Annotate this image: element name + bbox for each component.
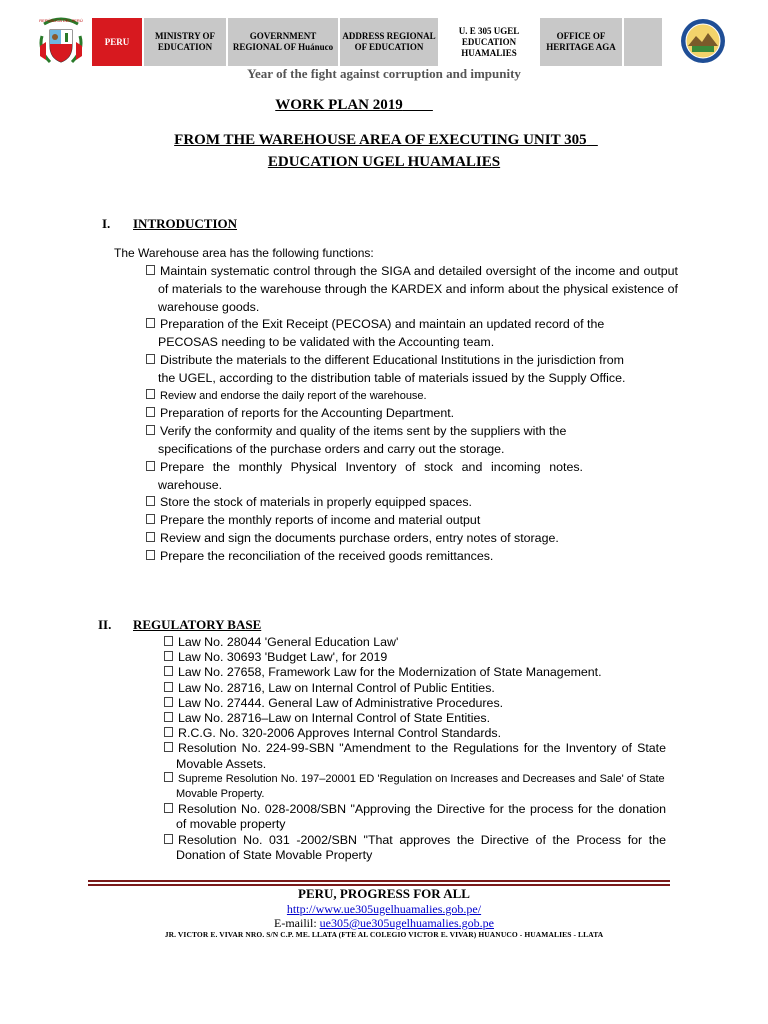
checkbox-bullet-icon	[164, 651, 173, 661]
header-cell-peru: PERU	[92, 18, 142, 66]
svg-text:REPÚBLICA DEL PERÚ: REPÚBLICA DEL PERÚ	[39, 18, 83, 23]
document-subtitle-line-2	[0, 132, 768, 149]
year-motto: Year of the fight against corruption and impunity	[247, 66, 521, 81]
list-item: Law No. 27444. General Law of Administrative Procedures.	[156, 696, 666, 711]
checkbox-bullet-icon	[164, 727, 173, 737]
footer-email-line	[0, 916, 768, 931]
list-item: Distribute the materials to the different Educational Institutions in the jurisdiction from the UGEL, according to the distribution table of materials issued by the Supply Office.	[138, 352, 678, 388]
checkbox-bullet-icon	[146, 550, 155, 560]
header-banner	[92, 18, 662, 66]
list-item: Law No. 28716, Law on Internal Control of Public Entities.	[156, 681, 666, 696]
list-item: Law No. 30693 'Budget Law', for 2019	[156, 650, 666, 665]
header-cell-ugel: U. E 305 UGEL EDUCATION HUAMALIES	[438, 18, 538, 66]
checkbox-bullet-icon	[146, 461, 155, 471]
header-cell-ministry: MINISTRY OF EDUCATION	[142, 18, 226, 66]
checkbox-bullet-icon	[164, 834, 173, 844]
checkbox-bullet-icon	[164, 772, 173, 782]
list-item: Review and endorse the daily report of the warehouse.	[138, 388, 678, 406]
peru-coat-of-arms-icon	[36, 16, 86, 68]
list-item: Law No. 28044 'General Education Law'	[156, 635, 666, 650]
document-title	[0, 97, 768, 114]
title-line-1: WORK PLAN 2019	[275, 97, 403, 113]
checkbox-bullet-icon	[164, 712, 173, 722]
list-item: Supreme Resolution No. 197–20001 ED 'Regulation on Increases and Decreases and Sale' of State Movable Property.	[156, 772, 666, 802]
checkbox-bullet-icon	[146, 514, 155, 524]
checkbox-bullet-icon	[164, 803, 173, 813]
list-item: Preparation of the Exit Receipt (PECOSA) and maintain an updated record of the PECOSAS needing to be validated with the Accounting team.	[138, 316, 678, 352]
footer-website-line	[0, 902, 768, 917]
list-item: Preparation of reports for the Accounting Department.	[138, 405, 678, 423]
list-item: Resolution No. 028-2008/SBN "Approving the Directive for the process for the donation of movable property	[156, 802, 666, 832]
checkbox-bullet-icon	[146, 496, 155, 506]
checkbox-bullet-icon	[146, 265, 155, 275]
title-line-2: FROM THE WAREHOUSE AREA OF EXECUTING UNIT 305	[174, 132, 587, 148]
email-label: E-mailil:	[274, 916, 317, 930]
list-item: Law No. 27658, Framework Law for the Modernization of State Management.	[156, 665, 666, 680]
document-subtitle-line-3: EDUCATION UGEL HUAMALIES	[267, 154, 501, 170]
list-item: Store the stock of materials in properly equipped spaces.	[138, 494, 678, 512]
checkbox-bullet-icon	[146, 425, 155, 435]
section-1-title: INTRODUCTION	[133, 216, 238, 231]
list-item: Resolution No. 224-99-SBN "Amendment to the Regulations for the Inventory of State Movable Assets.	[156, 741, 666, 771]
section-1-number: I.	[102, 216, 111, 231]
checkbox-bullet-icon	[146, 532, 155, 542]
checkbox-bullet-icon	[164, 636, 173, 646]
email-link[interactable]: ue305@ue305ugelhuamalies.gob.pe	[319, 916, 494, 930]
list-item: Verify the conformity and quality of the items sent by the suppliers with the specifications of the purchase orders and carry out the storage.	[138, 423, 678, 459]
checkbox-bullet-icon	[164, 697, 173, 707]
checkbox-bullet-icon	[146, 354, 155, 364]
list-item: Prepare the reconciliation of the received goods remittances.	[138, 548, 678, 566]
functions-list	[138, 263, 678, 566]
list-item: Prepare the monthly Physical Inventory of stock and incoming notes. warehouse.	[138, 459, 678, 495]
footer-rule	[88, 880, 670, 882]
section-2-number: II.	[98, 617, 112, 632]
footer-slogan: PERU, PROGRESS FOR ALL	[298, 886, 470, 901]
checkbox-bullet-icon	[164, 682, 173, 692]
header-cell-government: GOVERNMENT REGIONAL OF Huánuco	[226, 18, 338, 66]
regulations-list	[156, 635, 666, 863]
list-item: Review and sign the documents purchase orders, entry notes of storage.	[138, 530, 678, 548]
list-item: R.C.G. No. 320-2006 Approves Internal Control Standards.	[156, 726, 666, 741]
website-link[interactable]: http://www.ue305ugelhuamalies.gob.pe/	[286, 902, 482, 916]
list-item: Maintain systematic control through the SIGA and detailed oversight of the income and output of materials to the warehouse through the KARDEX and inform about the physical existence of warehouse goods.	[138, 263, 678, 316]
header-cell-blank	[622, 18, 662, 66]
checkbox-bullet-icon	[146, 318, 155, 328]
checkbox-bullet-icon	[164, 666, 173, 676]
list-item: Law No. 28716–Law on Internal Control of State Entities.	[156, 711, 666, 726]
checkbox-bullet-icon	[164, 742, 173, 752]
checkbox-bullet-icon	[146, 407, 155, 417]
header-cell-heritage: OFFICE OF HERITAGE AGA	[538, 18, 622, 66]
header-cell-address: ADDRESS REGIONAL OF EDUCATION	[338, 18, 438, 66]
ugel-huamalies-seal-icon	[680, 18, 726, 64]
section-1-intro: The Warehouse area has the following functions:	[114, 246, 374, 260]
checkbox-bullet-icon	[146, 389, 155, 399]
footer-address: JR. VICTOR E. VIVAR NRO. S/N C.P. ME. LLATA (FTE AL COLEGIO VICTOR E. VIVAR) HUANUCO - HUAMALIES - LLATA	[164, 930, 604, 939]
section-2-title: REGULATORY BASE	[133, 617, 262, 632]
list-item: Resolution No. 031 -2002/SBN "That approves the Directive of the Process for the Donation of State Movable Property	[156, 833, 666, 863]
list-item: Prepare the monthly reports of income and material output	[138, 512, 678, 530]
